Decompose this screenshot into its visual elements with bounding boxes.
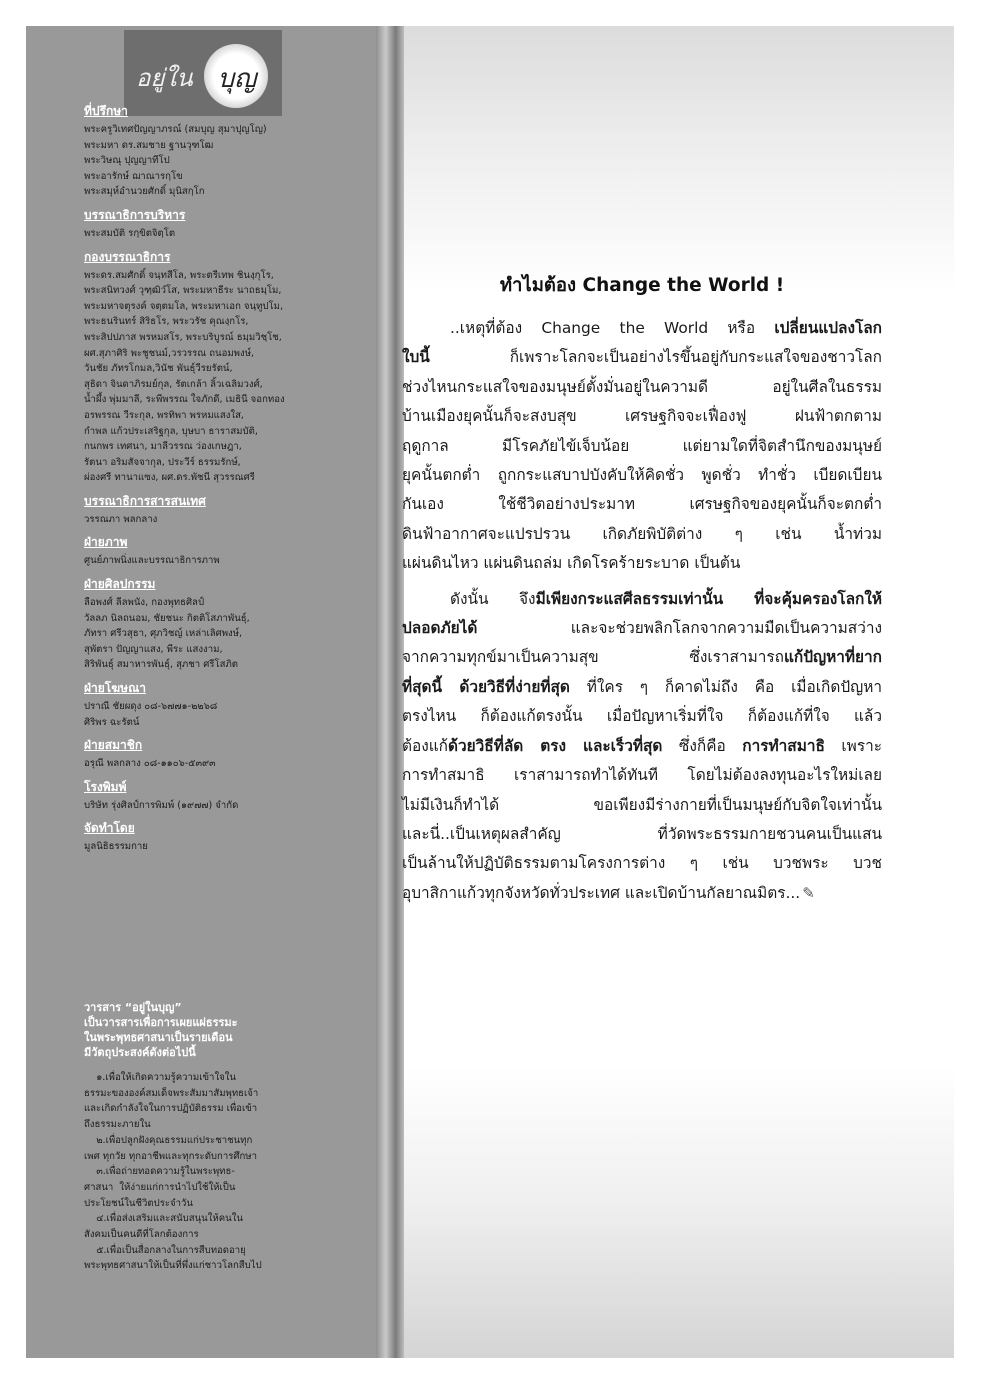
credit-line: น้ำผึ้ง พุ่มมาลี, ระพีพรรณ ใจภักดี, เมธินี จอกทอง xyxy=(84,394,285,406)
article-paragraph-2 xyxy=(402,585,882,908)
about-journal xyxy=(84,1000,346,1274)
credit-line: ลือพงศ์ ลีลพนัง, กองพุทธศิลป์ xyxy=(84,597,205,609)
credit-lines xyxy=(84,595,346,673)
credit-section xyxy=(84,534,346,569)
paragraph-line xyxy=(402,343,882,372)
credit-lines xyxy=(84,122,346,200)
credit-line: อรุณี พลกลาง ๐๘-๑๑๐๖-๕๓๙๓ xyxy=(84,758,216,770)
credit-line: สุธิดา จินดาภิรมย์กุล, รัตเกล้า ลิ้วเฉลิมวงศ์, xyxy=(84,378,263,390)
credit-section-title: โรงพิมพ์ xyxy=(84,779,127,794)
page-spine xyxy=(376,26,404,1358)
credit-section xyxy=(84,820,346,855)
credit-lines xyxy=(84,699,346,730)
credit-line: บริษัท รุ่งศิลป์การพิมพ์ (๑๙๗๗) จำกัด xyxy=(84,799,239,811)
credit-line: สิริพันธุ์ สมาหารพันธุ์, สุภชา ศรีโสภิต xyxy=(84,659,238,671)
paragraph-line: บ้านเมืองยุคนั้นก็จะสงบสุข เศรษฐกิจจะเฟื่องฟู ฝนฟ้าตกตาม xyxy=(402,407,882,426)
credit-lines xyxy=(84,512,346,528)
credit-section xyxy=(84,207,346,242)
bold-text: เปลี่ยนแปลงโลก xyxy=(774,319,882,337)
article xyxy=(402,272,882,914)
credit-lines xyxy=(84,226,346,242)
credit-section-title: บรรณาธิการสารสนเทศ xyxy=(84,493,206,508)
about-objectives xyxy=(84,1070,346,1274)
about-heading-line: เป็นวารสารเพื่อการเผยแผ่ธรรมะ xyxy=(84,1016,238,1029)
credit-line: รัตนา อริมสัจจากุล, ประวีร์ ธรรมรักษ์, xyxy=(84,456,241,468)
credit-line: ภัทรา ศรีวสุธา, ศุภวิชญ์ เหล่าเลิศพงษ์, xyxy=(84,628,243,640)
text-run: ..เหตุที่ต้อง Change the World หรือ xyxy=(450,319,775,337)
credit-section-title: ฝ่ายสมาชิก xyxy=(84,738,143,753)
credit-section-title: บรรณาธิการบริหาร xyxy=(84,207,186,222)
credit-section xyxy=(84,576,346,673)
paragraph-line: ยุคนั้นตกต่ำ ถูกกระแสบาปบังคับให้คิดชั่ว พูดชั่ว ทำชั่ว เบียดเบียน xyxy=(402,466,882,485)
paragraph-line xyxy=(402,732,882,761)
credit-line: กำพล แก้วประเสริฐกุล, บุษบา ธาราสมบัติ, xyxy=(84,425,258,437)
credit-line: พระวิษณุ ปุญญาทีโป xyxy=(84,155,170,167)
about-objective-line: ๑.เพื่อให้เกิดความรู้ความเข้าใจใน xyxy=(84,1072,236,1083)
credit-lines xyxy=(84,839,346,855)
credit-section xyxy=(84,249,346,486)
paragraph-line xyxy=(402,673,882,702)
text-run: ซึ่งก็คือ xyxy=(662,736,743,755)
bold-text: ด้วยวิธีที่ลัด ตรง และเร็วที่สุด xyxy=(448,736,663,755)
paragraph-line: ไม่มีเงินก็ทำได้ ขอเพียงมีร่างกายที่เป็นมนุษย์กับจิตใจเท่านั้น xyxy=(402,795,882,814)
about-objective-line: ศาสนา ให้ง่ายแก่การนำไปใช้ให้เป็น xyxy=(84,1181,236,1193)
bold-text: มีเพียงกระแสศีลธรรมเท่านั้น ที่จะคุ้มครองโลกให้ xyxy=(535,589,882,608)
paragraph-line xyxy=(402,614,882,643)
credit-section-title: ที่ปรึกษา xyxy=(84,104,128,118)
credit-line: ศูนย์ภาพนิ่งและบรรณาธิการภาพ xyxy=(84,555,220,567)
credit-section-title: กองบรรณาธิการ xyxy=(84,249,171,264)
credit-section-title: ฝ่ายศิลปกรรม xyxy=(84,577,156,592)
bold-text: แก้ปัญหาที่ยาก xyxy=(783,648,882,667)
credit-lines xyxy=(84,756,346,772)
credit-line: กนกพร เทศนา, มาลีวรรณ ว่องเกษฎา, xyxy=(84,441,242,453)
about-objective-line: เพศ ทุกวัย ทุกอาชีพและทุกระดับการศึกษา xyxy=(84,1150,257,1162)
credit-line: พระสิปปภาส พรหมสโร, พระบริบูรณ์ ธมฺมวิชฺโช, xyxy=(84,331,282,343)
credit-line: พระธนรินทร์ สิริธโร, พระวรัช คุณงฺกโร, xyxy=(84,316,249,328)
credit-line: อรพรรณ วีระกุล, พรทิพา พรหมแสงใส, xyxy=(84,409,244,421)
credit-line: ผศ.สุภาศิริ พะชูชนม์,วรวรรณ ถนอมพงษ์, xyxy=(84,347,255,359)
paragraph-line xyxy=(402,585,882,614)
about-objective-line: ๕.เพื่อเป็นสื่อกลางในการสืบทอดอายุ xyxy=(84,1244,246,1256)
credit-section xyxy=(84,493,346,528)
about-heading-line: วารสาร “อยู่ในบุญ” xyxy=(84,1001,182,1014)
paragraph-line: และนี่..เป็นเหตุผลสำคัญ ที่วัดพระธรรมกายชวนคนเป็นแสน xyxy=(402,824,882,843)
about-objective-line: ๒.เพื่อปลูกฝังคุณธรรมแก่ประชาชนทุก xyxy=(84,1134,253,1146)
credit-section xyxy=(84,737,346,772)
bold-text: ปลอดภัยได้ xyxy=(402,619,478,638)
about-objective-line: และเกิดกำลังใจในการปฏิบัติธรรม เพื่อเข้า xyxy=(84,1103,258,1115)
credit-line: พระครูวิเทศปัญญาภรณ์ (สมบุญ สุมาปุญโญ) xyxy=(84,124,267,135)
about-objective-line: ๔.เพื่อส่งเสริมและสนับสนุนให้คนใน xyxy=(84,1213,243,1225)
paragraph-line xyxy=(402,643,882,672)
about-heading-line: ในพระพุทธศาสนาเป็นรายเดือน xyxy=(84,1031,233,1044)
credit-line: ศิริพร ฉะรัตน์ xyxy=(84,716,140,728)
credit-section-title: ฝ่ายภาพ xyxy=(84,535,128,550)
text-run: ที่ใคร ๆ ก็คาดไม่ถึง คือ เมื่อเกิดปัญหา xyxy=(569,677,882,696)
paragraph-line: ดินฟ้าอากาศจะแปรปรวน เกิดภัยพิบัติต่าง ๆ เช่น น้ำท่วม xyxy=(402,524,882,543)
credit-line: มูลนิธิธรรมกาย xyxy=(84,841,148,853)
text-run: ก็เพราะโลกจะเป็นอย่างไรขึ้นอยู่กับกระแสใจของชาวโลก xyxy=(429,348,882,367)
paragraph-line xyxy=(402,879,882,908)
text-run: ต้องแก้ xyxy=(402,736,448,755)
credit-line: พระมหา ดร.สมชาย ฐานวุฑโฒ xyxy=(84,139,214,151)
credit-lines xyxy=(84,553,346,569)
credit-line: ผ่องศรี ทานาแซง, ผศ.ดร.พัชนี สุวรรณศรี xyxy=(84,472,255,484)
logo-text-left: อยู่ใน xyxy=(136,64,193,92)
credit-line: พระสมบัติ รกฺขิตจิตฺโต xyxy=(84,227,176,239)
credit-lines xyxy=(84,798,346,814)
credit-section xyxy=(84,680,346,730)
about-objective-line: ๓.เพื่อถ่ายทอดความรู้ในพระพุทธ- xyxy=(84,1166,235,1178)
paragraph-line: ตรงไหน ก็ต้องแก้ตรงนั้น เมื่อปัญหาเริ่มที่ใจ ก็ต้องแก้ที่ใจ แล้ว xyxy=(402,707,882,726)
credit-section-title: จัดทำโดย xyxy=(84,821,135,836)
paragraph-line: ช่วงไหนกระแสใจของมนุษย์ตั้งมั่นอยู่ในความดี อยู่ในศีลในธรรม xyxy=(402,377,882,396)
bold-text: ที่สุดนี้ ด้วยวิธีที่ง่ายที่สุด xyxy=(402,677,570,696)
about-heading xyxy=(84,1000,346,1060)
credit-line: พระอารักษ์ ฌาณารกฺโข xyxy=(84,170,183,182)
about-objective-line: พระพุทธศาสนาให้เป็นที่พึ่งแก่ชาวโลกสืบไป xyxy=(84,1260,262,1272)
bold-text: การทำสมาธิ xyxy=(742,736,825,755)
text-run: ดังนั้น จึง xyxy=(450,589,536,608)
staff-credits xyxy=(84,103,346,862)
about-objective-line: ประโยชน์ในชีวิตประจำวัน xyxy=(84,1197,193,1209)
credit-line: ปราณี ชัยผดุง ๐๘-๖๗๗๑-๒๒๖๘ xyxy=(84,701,218,713)
about-objective-line: ธรรมะขององค์สมเด็จพระสัมมาสัมพุทธเจ้า xyxy=(84,1087,259,1099)
text-run: จากความทุกข์มาเป็นความสุข ซึ่งเราสามารถ xyxy=(402,648,784,667)
credit-lines xyxy=(84,268,346,486)
feather-icon: ✎ xyxy=(802,883,815,902)
text-run: อุบาสิกาแก้วทุกจังหวัดทั่วประเทศ และเปิดบ้านกัลยาณมิตร... xyxy=(402,883,801,902)
paragraph-line: เป็นล้านให้ปฏิบัติธรรมตามโครงการต่าง ๆ เช่น บวชพระ บวช xyxy=(402,854,882,873)
credit-line: พระมหาจตุรงค์ จตฺตมโล, พระมหาเอก จนฺทูปโม, xyxy=(84,300,284,312)
article-paragraph-1 xyxy=(402,314,882,579)
text-run: และจะช่วยพลิกโลกจากความมืดเป็นความสว่าง xyxy=(477,619,882,638)
bold-text: ใบนี้ xyxy=(402,348,430,367)
about-objective-line: ถึงธรรมะภายใน xyxy=(84,1119,151,1131)
paragraph-line: ฤดูกาล มีโรคภัยไข้เจ็บน้อย แต่ยามใดที่จิตสำนึกของมนุษย์ xyxy=(402,436,882,455)
article-title: ทำไมต้อง Change the World ! xyxy=(499,275,785,296)
credit-line: สุพัตรา ปัญญาแสง, พีระ แสงงาม, xyxy=(84,643,223,655)
paragraph-line: การทำสมาธิ เราสามารถทำได้ทันที โดยไม่ต้องลงทุนอะไรใหม่เลย xyxy=(402,766,882,785)
credit-line: วรรณภา พลกลาง xyxy=(84,513,158,525)
paragraph-line: แผ่นดินไหว แผ่นดินถล่ม เกิดโรคร้ายระบาด เป็นต้น xyxy=(402,554,741,573)
credit-line: วันชัย ภัทรโกมล,วินัช พันธุ์วีรยรัตน์, xyxy=(84,363,233,375)
credit-line: พระสมุห์อำนวยศักดิ์ มุนิสกฺโก xyxy=(84,186,205,198)
paragraph-line xyxy=(402,314,882,343)
credit-section-title: ฝ่ายโฆษณา xyxy=(84,681,146,696)
about-objective-line: สังคมเป็นคนดีที่โลกต้องการ xyxy=(84,1229,199,1241)
credit-line: พระดร.สมศักดิ์ จนฺทสีโล, พระตรีเทพ ชินงฺกุโร, xyxy=(84,269,274,281)
about-heading-line: มีวัตถุประสงค์ดังต่อไปนี้ xyxy=(84,1046,196,1059)
credit-line: พระสนิทวงศ์ วุฑฺฒิวํโส, พระมหาธีระ นาถธมฺโม, xyxy=(84,285,282,297)
credit-section xyxy=(84,779,346,814)
credit-line: วัลลภ นิลถนอม, ชัยชนะ กิตติโสภาพันธุ์, xyxy=(84,612,250,624)
credit-section xyxy=(84,103,346,200)
text-run: เพราะ xyxy=(824,736,882,755)
paragraph-line: กันเอง ใช้ชีวิตอย่างประมาท เศรษฐกิจของยุคนั้นก็จะตกต่ำ xyxy=(402,495,882,514)
logo-text-right: บุญ xyxy=(217,64,257,94)
